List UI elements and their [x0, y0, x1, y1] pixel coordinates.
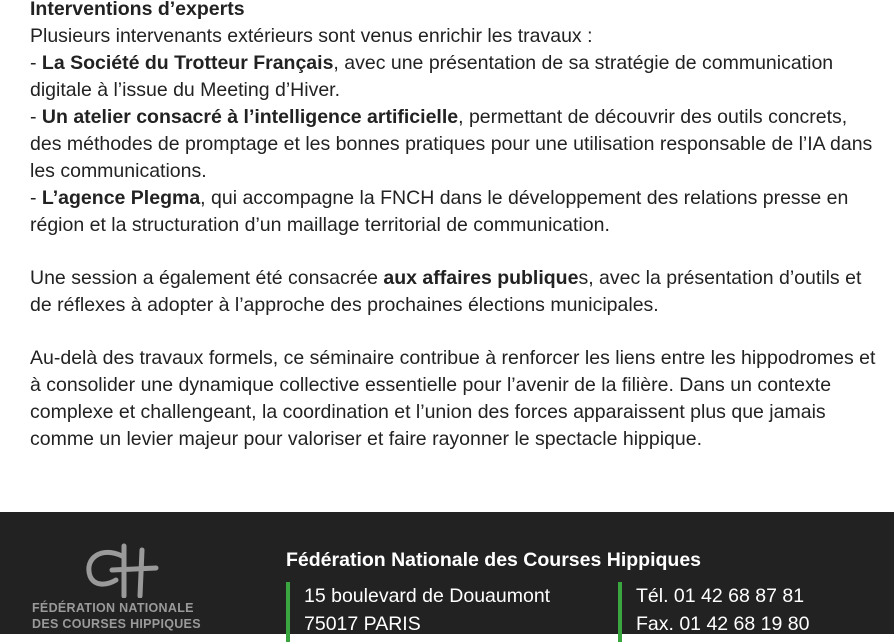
list-item-ia	[30, 104, 880, 185]
paragraph-spacer	[30, 319, 880, 345]
footer	[0, 512, 894, 634]
list-item-trotteur	[30, 50, 880, 104]
address-street: 15 boulevard de Douaumont	[304, 585, 551, 607]
item-bold-trotteur: La Société du Trotteur Français	[41, 52, 334, 74]
paragraph-spacer	[30, 239, 880, 265]
item-text-plegma: , qui accompagne la FNCH dans le développement des relations presse en région et la structuration d’un maillage territorial de communication.	[30, 187, 849, 236]
fax-number: Fax. 01 42 68 19 80	[636, 613, 810, 635]
article-body	[30, 0, 880, 453]
session-text-after: s, avec la présentation d’outils et de réflexes à adopter à l’approche des prochaines élections municipales.	[30, 267, 862, 316]
address-city: 75017 PARIS	[304, 613, 421, 635]
session-bold: aux affaires publique	[383, 267, 579, 289]
session-text-before: Une session a également été consacrée	[30, 267, 384, 289]
bullet-dash: -	[30, 187, 42, 209]
intro-text: Plusieurs intervenants extérieurs sont venus enrichir les travaux :	[30, 25, 593, 47]
list-item-plegma	[30, 185, 880, 239]
closing-paragraph: Au-delà des travaux formels, ce séminaire contribue à renforcer les liens entre les hippodromes et à consolider une dynamique collective essentielle pour l’avenir de la filière. Dans un contexte complexe et challengeant, la coordination et l’union des forces apparaissent plus que jamais comme un levier majeur pour valoriser et faire rayonner le spectacle hippique.	[30, 347, 876, 450]
address-block	[286, 582, 550, 642]
contact-block	[618, 582, 809, 642]
organization-name: Fédération Nationale des Courses Hippiques	[286, 549, 702, 571]
bullet-dash: -	[30, 52, 42, 74]
bullet-dash: -	[30, 106, 42, 128]
item-text-ia: , permettant de découvrir des outils concrets, des méthodes de promptage et les bonnes pratiques pour une utilisation responsable de l’IA dans les communications.	[30, 106, 873, 182]
ch-monogram-icon	[82, 542, 160, 598]
item-bold-ia: Un atelier consacré à l’intelligence artificielle	[41, 106, 459, 128]
logo-line-1: FÉDÉRATION NATIONALE	[32, 601, 194, 615]
logo-line-2: DES COURSES HIPPIQUES	[32, 617, 201, 631]
session-paragraph	[30, 265, 880, 319]
phone-number[interactable]: Tél. 01 42 68 87 81	[636, 585, 805, 607]
fnch-logo[interactable]	[30, 542, 210, 634]
item-bold-plegma: L’agence Plegma	[41, 187, 201, 209]
logo-wordmark	[32, 600, 201, 632]
item-text-trotteur: , avec une présentation de sa stratégie de communication digitale à l’issue du Meeting d’Hiver.	[30, 52, 834, 101]
section-heading: Interventions d’experts	[30, 0, 245, 20]
